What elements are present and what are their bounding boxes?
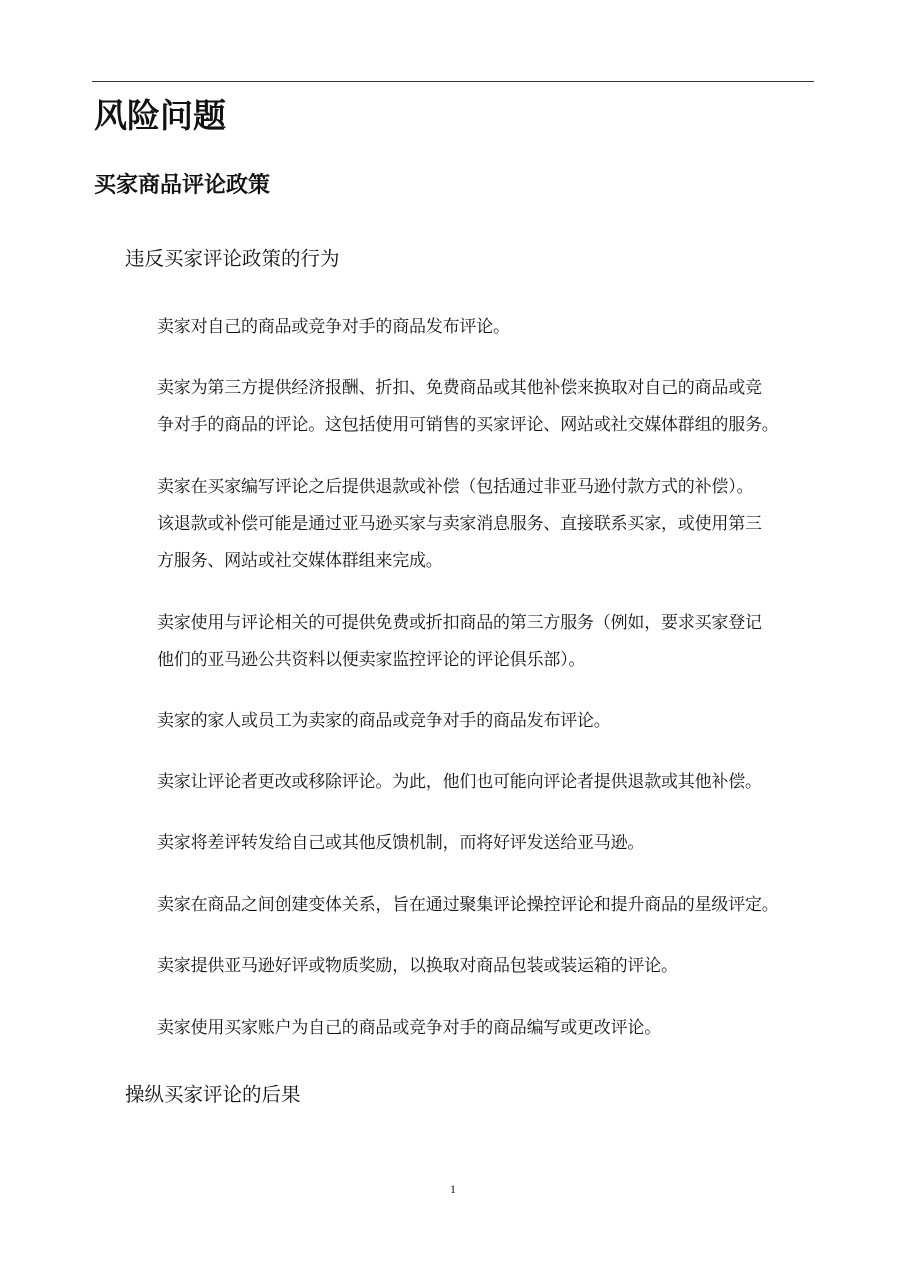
violation-paragraph: [157, 703, 817, 740]
violation-paragraph: [157, 309, 817, 346]
paragraph-line: 卖家对自己的商品或竞争对手的商品发布评论。: [157, 317, 510, 337]
paragraph-line: 卖家提供亚马逊好评或物质奖励，以换取对商品包装或装运箱的评论。: [157, 956, 678, 976]
paragraph-line: 卖家在买家编写评论之后提供退款或补偿（包括通过非亚马逊付款方式的补偿）。: [157, 477, 754, 497]
paragraph-line: 卖家在商品之间创建变体关系，旨在通过聚集评论操控评论和提升商品的星级评定。: [157, 895, 779, 915]
paragraph-line: 他们的亚马逊公共资料以便卖家监控评论的评论俱乐部）。: [157, 650, 586, 670]
paragraph-line: 卖家将差评转发给自己或其他反馈机制，而将好评发送给亚马逊。: [157, 833, 645, 853]
paragraph-line: 卖家的家人或员工为卖家的商品或竞争对手的商品发布评论。: [157, 711, 611, 731]
paragraph-line: 卖家使用买家账户为自己的商品或竞争对手的商品编写或更改评论。: [157, 1018, 661, 1038]
violation-paragraph: [157, 605, 817, 679]
violation-paragraph: [157, 825, 817, 862]
paragraph-line: 该退款或补偿可能是通过亚马逊买家与卖家消息服务、直接联系买家，或使用第三: [157, 514, 762, 534]
paragraph-line: 卖家使用与评论相关的可提供免费或折扣商品的第三方服务（例如，要求买家登记: [157, 613, 762, 633]
violation-paragraph: [157, 469, 817, 580]
page-number: 1: [450, 1182, 456, 1196]
violation-paragraph: [157, 370, 817, 444]
section-title: 买家商品评论政策: [94, 173, 271, 198]
violation-paragraph: [157, 887, 817, 924]
violations-heading: 违反买家评论政策的行为: [125, 247, 340, 270]
page-title: 风险问题: [94, 96, 226, 135]
violation-paragraph: [157, 948, 817, 985]
violation-paragraph: [157, 764, 817, 801]
paragraph-line: 方服务、网站或社交媒体群组来完成。: [157, 551, 443, 571]
consequences-heading: 操纵买家评论的后果: [125, 1083, 301, 1106]
paragraph-line: 卖家为第三方提供经济报酬、折扣、免费商品或其他补偿来换取对自己的商品或竞: [157, 378, 762, 398]
paragraph-line: 争对手的商品的评论。这包括使用可销售的买家评论、网站或社交媒体群组的服务。: [157, 415, 779, 435]
violation-paragraph: [157, 1010, 817, 1047]
paragraph-line: 卖家让评论者更改或移除评论。为此，他们也可能向评论者提供退款或其他补偿。: [157, 772, 762, 792]
header-rule: [92, 81, 814, 82]
